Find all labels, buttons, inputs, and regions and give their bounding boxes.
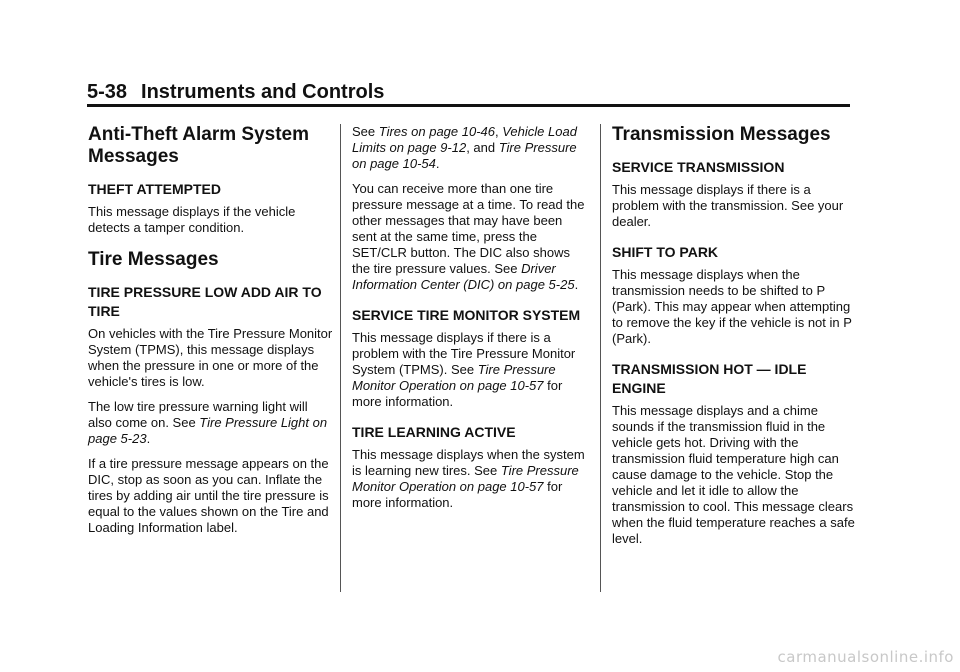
column-divider-1 [340,124,341,592]
column-2 [352,124,587,520]
page-number: 5-38 [87,81,128,103]
text-span: The low tire pressure warning light will also come on. See [88,399,308,430]
text-service-tire-monitor [352,330,587,410]
text-tire-pressure-low-2 [88,399,333,447]
section-title: Instruments and Controls [141,81,385,103]
link-tpms-operation-2[interactable]: Tire Pressure Monitor Operation on page 10‑57 [352,463,579,494]
heading-tire-messages: Tire Messages [88,249,219,270]
heading-transmission-messages: Transmission Messages [612,124,831,145]
text-tire-learning [352,447,587,511]
text-multiple-messages [352,181,587,293]
watermark: carmanualsonline.info [777,648,954,666]
text-shift-to-park: This message displays when the transmission needs to be shifted to P (Park). This may appear when attempting to remove the key if the vehicle is not in P (Park). [612,267,852,346]
link-tire-pressure[interactable]: Tire Pressure on page 10‑54 [352,140,577,171]
link-tire-pressure-light[interactable]: Tire Pressure Light on page 5‑23 [88,415,328,446]
heading-service-tire-monitor: SERVICE TIRE MONITOR SYSTEM [352,307,581,323]
text-span: See [352,124,379,139]
text-span: This message displays when the system is learning new tires. See [352,447,585,478]
link-vehicle-load-limits[interactable]: Vehicle Load Limits on page 9‑12 [352,124,577,155]
text-span: . [146,431,151,446]
text-span: This message displays if there is a problem with the Tire Pressure Monitor System (TPMS). See [352,330,576,377]
text-span: . [574,277,579,292]
text-span: for more information. [352,479,563,510]
heading-theft-attempted: THEFT ATTEMPTED [88,181,221,197]
text-span: , [495,124,503,139]
heading-shift-to-park: SHIFT TO PARK [612,244,719,260]
text-span: You can receive more than one tire pressure message at a time. To read the other messages that may have been sent at the same time, press the SET/CLR button. The DIC also shows the tire pressure values. See [352,181,585,276]
text-span: for more information. [352,378,563,409]
text-transmission-hot: This message displays and a chime sounds if the transmission fluid in the vehicle gets hot. Driving with the transmission fluid temperature high can cause damage to the vehicle. Stop the vehicle and let it idle to allow the transmission to cool. This message clears when the fluid temperature reaches a safe level. [612,403,855,546]
link-tires[interactable]: Tires on page 10‑46 [378,124,495,139]
text-see-references [352,124,587,172]
text-span: , and [466,140,499,155]
heading-tire-learning: TIRE LEARNING ACTIVE [352,424,516,440]
text-theft-attempted: This message displays if the vehicle detects a tamper condition. [88,204,296,235]
column-divider-2 [600,124,601,592]
heading-tire-pressure-low: TIRE PRESSURE LOW ADD AIR TO TIRE [88,284,322,319]
header-rule [87,104,850,107]
text-tire-pressure-low-3: If a tire pressure message appears on the DIC, stop as soon as you can. Inflate the tires by adding air until the tire pressure is equal to the values shown on the Tire and Loading Information label. [88,456,329,535]
heading-transmission-hot: TRANSMISSION HOT — IDLE ENGINE [612,361,807,396]
text-service-transmission: This message displays if there is a problem with the transmission. See your dealer. [612,182,844,229]
column-1 [88,124,333,545]
text-tire-pressure-low-1: On vehicles with the Tire Pressure Monitor System (TPMS), this message displays when the pressure in one or more of the vehicle's tires is low. [88,326,333,389]
heading-service-transmission: SERVICE TRANSMISSION [612,159,785,175]
heading-anti-theft: Anti-Theft Alarm System Messages [88,124,309,167]
column-3 [612,124,857,556]
link-dic[interactable]: Driver Information Center (DIC) on page 5‑25 [352,261,575,292]
text-span: . [435,156,440,171]
link-tpms-operation[interactable]: Tire Pressure Monitor Operation on page 10‑57 [352,362,556,393]
page-header [87,80,850,104]
